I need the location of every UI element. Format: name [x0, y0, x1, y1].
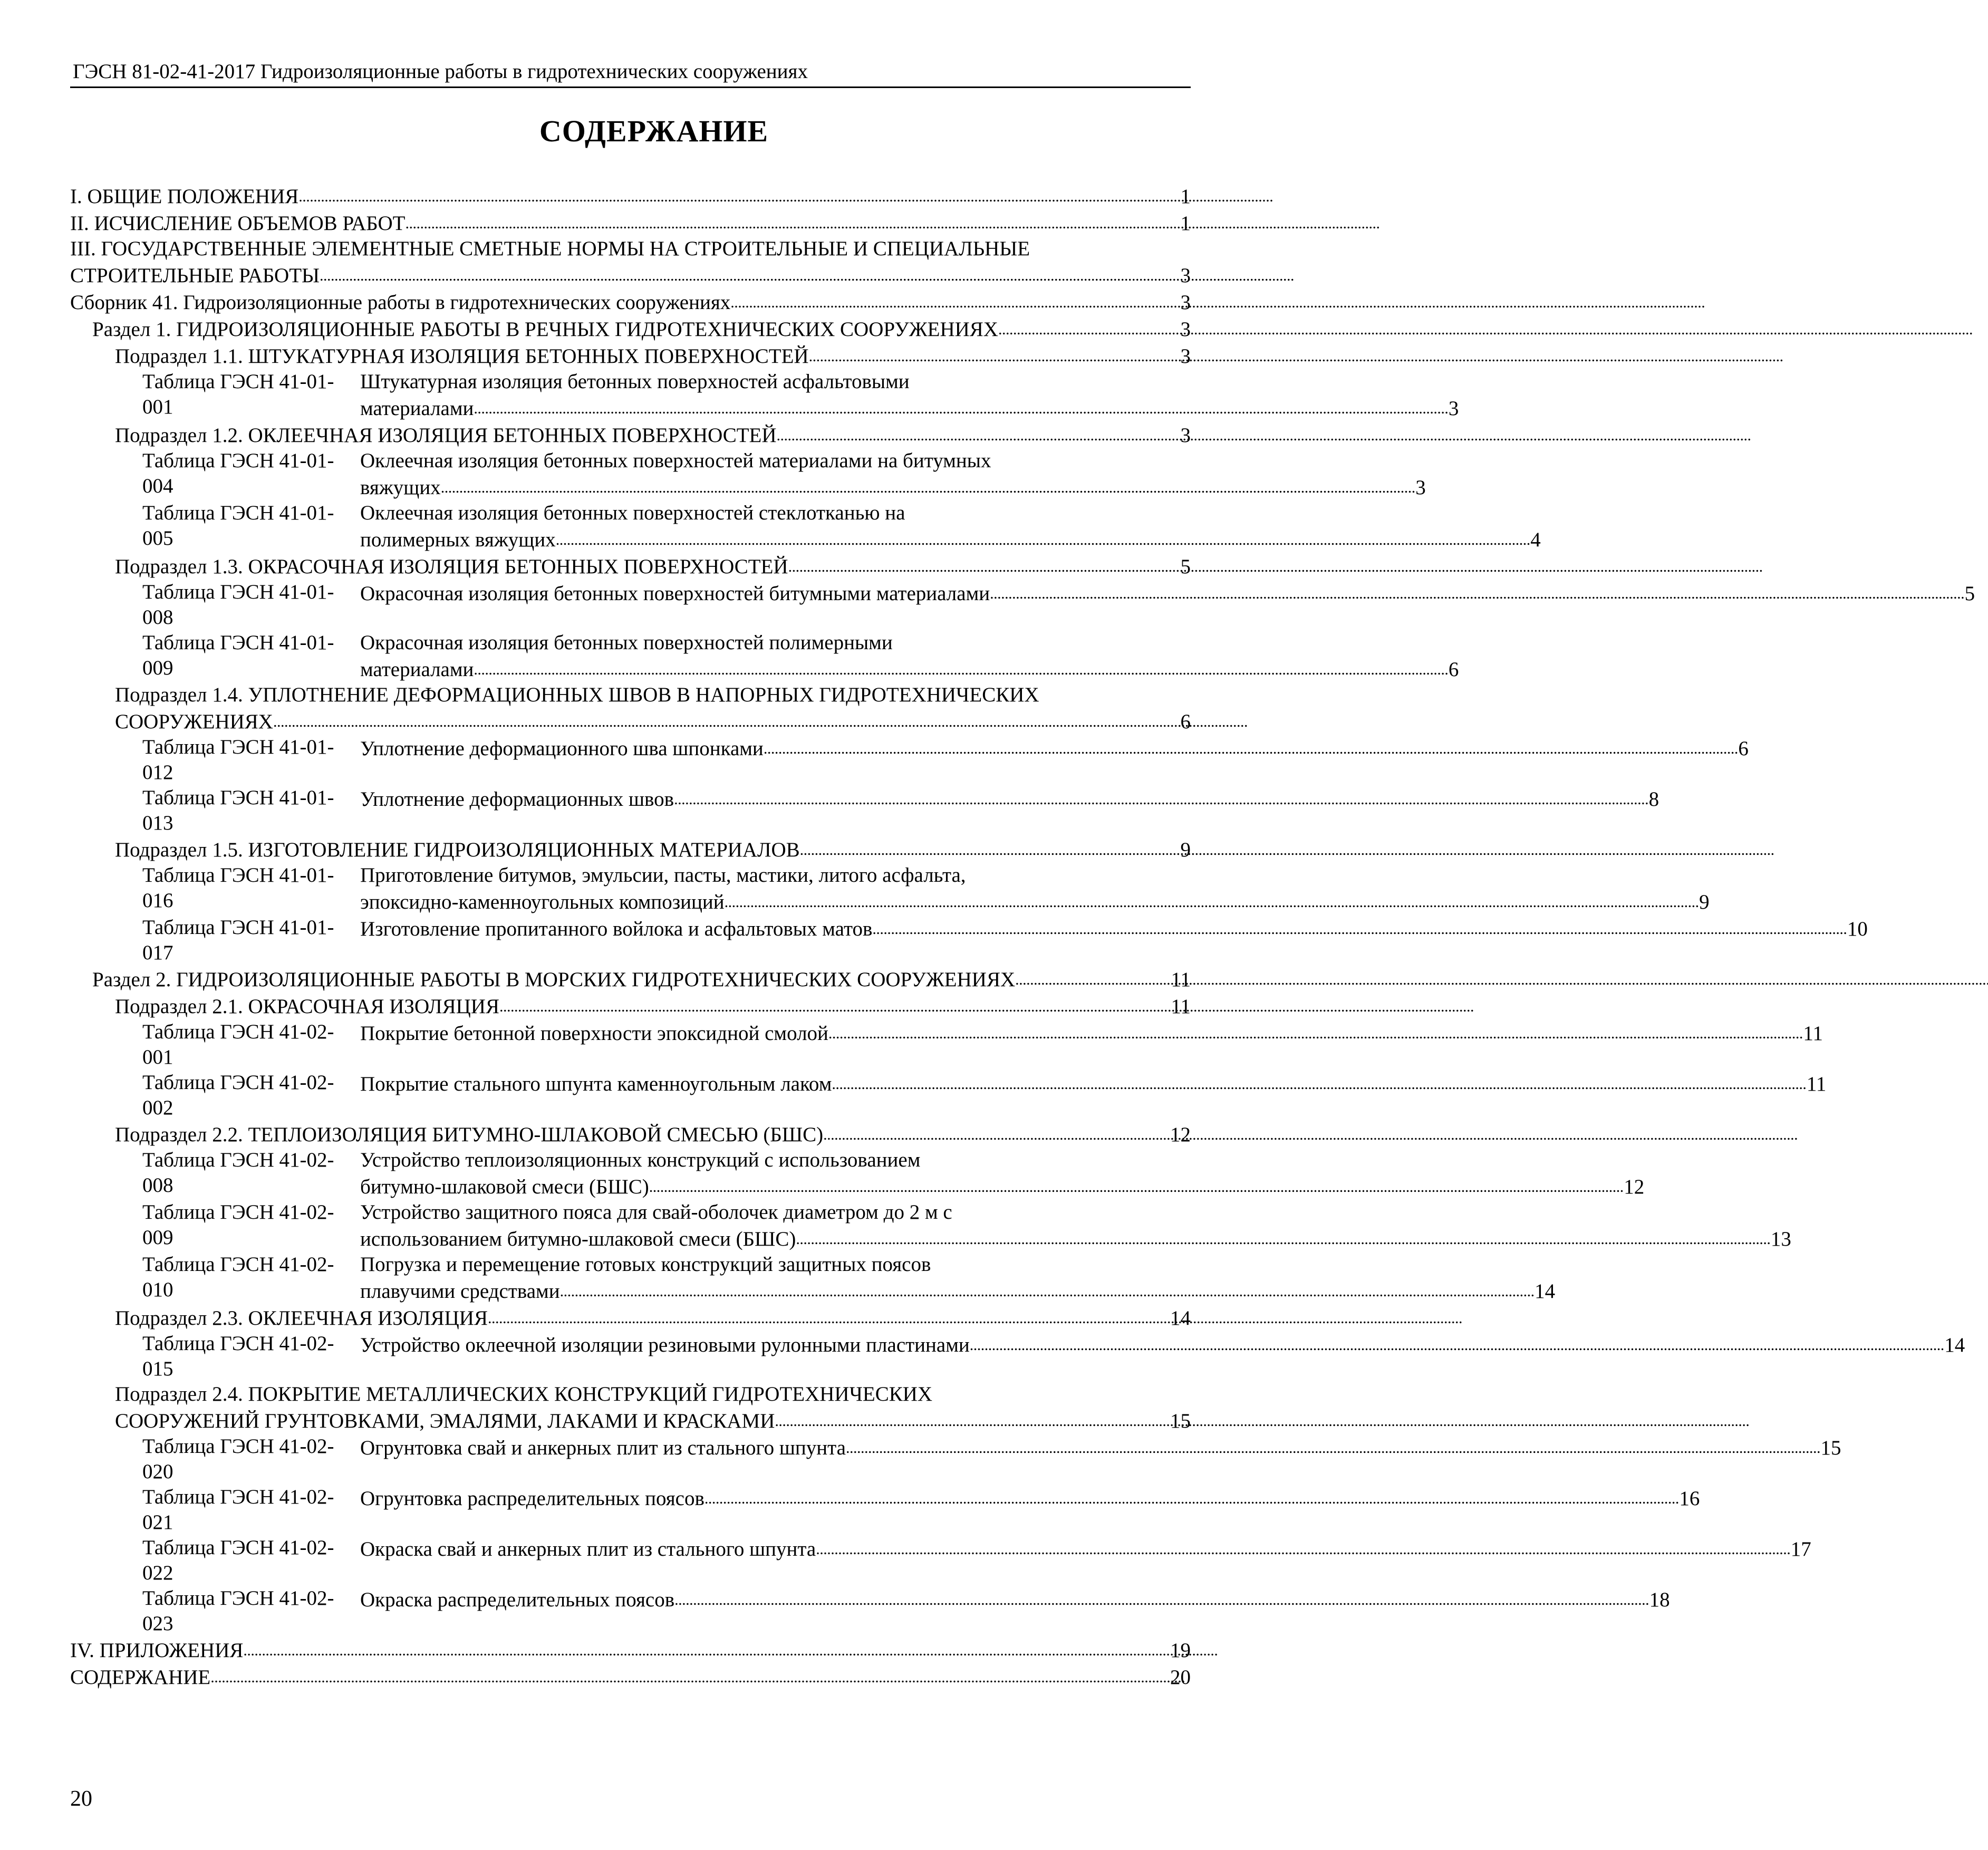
table-code: Таблица ГЭСН 41-01-016 [142, 864, 334, 912]
toc-entry-text: Раздел 1. ГИДРОИЗОЛЯЦИОННЫЕ РАБОТЫ В РЕЧНЫХ ГИДРОТЕХНИЧЕСКИХ СООРУЖЕНИЯХ [92, 318, 998, 341]
table-code: Таблица ГЭСН 41-01-004 [142, 449, 334, 497]
toc-entry-text: СООРУЖЕНИЙ ГРУНТОВКАМИ, ЭМАЛЯМИ, ЛАКАМИ И КРАСКАМИ [115, 1410, 775, 1432]
toc-entry-podrazdel-1-4-line1[interactable] [70, 682, 1191, 708]
toc-page-number: 5 [1180, 555, 1191, 578]
toc-entry-text: II. ИСЧИСЛЕНИЕ ОБЪЕМОВ РАБОТ [70, 212, 406, 235]
table-code: Таблица ГЭСН 41-02-015 [142, 1332, 334, 1380]
toc-page-number: 13 [1770, 1228, 1791, 1250]
toc-page-number: 3 [1448, 397, 1459, 420]
toc-entry-text: Подраздел 1.3. ОКРАСОЧНАЯ ИЗОЛЯЦИЯ БЕТОННЫХ ПОВЕРХНОСТЕЙ [115, 555, 788, 578]
toc-entry-text: Подраздел 1.4. УПЛОТНЕНИЕ ДЕФОРМАЦИОННЫХ ШВОВ В НАПОРНЫХ ГИДРОТЕХНИЧЕСКИХ [115, 683, 1039, 706]
toc-entry-podrazdel-2-4-line2[interactable] [70, 1407, 1191, 1434]
toc-entry-text: Сборник 41. Гидроизоляционные работы в гидротехнических сооружениях [70, 291, 731, 314]
table-code: Таблица ГЭСН 41-02-022 [142, 1536, 334, 1584]
toc-page-number: 8 [1648, 788, 1659, 811]
toc-page-number: 14 [1535, 1280, 1556, 1303]
table-title-line: Огрунтовка свай и анкерных плит из стального шпунта [360, 1437, 846, 1459]
table-title-line: материалами [360, 658, 474, 681]
table-title-line: Оклеечная изоляция бетонных поверхностей материалами на битумных [360, 449, 991, 472]
table-title-line: Окраска свай и анкерных плит из стального шпунта [360, 1538, 816, 1560]
toc-page-number: 6 [1738, 737, 1749, 760]
toc-page-number: 12 [1170, 1123, 1191, 1146]
toc-entry-text: Подраздел 1.5. ИЗГОТОВЛЕНИЕ ГИДРОИЗОЛЯЦИОННЫХ МАТЕРИАЛОВ [115, 839, 800, 861]
table-title-line: Покрытие бетонной поверхности эпоксидной смолой [360, 1022, 828, 1045]
toc-entry-podrazdel-2-3[interactable] [70, 1304, 1191, 1331]
toc-entry-table-41-02-020[interactable] [70, 1434, 1841, 1485]
page-title: СОДЕРЖАНИЕ [539, 114, 769, 148]
toc-entry-table-41-01-016[interactable] [70, 863, 1710, 915]
toc-entry-text: Подраздел 2.2. ТЕПЛОИЗОЛЯЦИЯ БИТУМНО-ШЛАКОВОЙ СМЕСЬЮ (БШС) [115, 1123, 824, 1146]
toc-page-number: 11 [1171, 968, 1191, 991]
toc-entry-podrazdel-1-3[interactable] [70, 553, 1191, 580]
toc-page-number: 3 [1180, 318, 1191, 341]
table-title-line: Окраска распределительных поясов [360, 1588, 675, 1611]
toc-page-number: 1 [1180, 212, 1191, 235]
table-code: Таблица ГЭСН 41-02-021 [142, 1486, 334, 1534]
table-title-line: полимерных вяжущих [360, 528, 556, 551]
toc-entry-table-41-02-009[interactable] [70, 1200, 1791, 1252]
toc-entry-podrazdel-1-4-line2[interactable] [70, 708, 1191, 735]
toc-page-number: 19 [1170, 1639, 1191, 1662]
toc-entry-table-41-01-009[interactable] [70, 630, 1459, 682]
toc-page-number: 14 [1944, 1334, 1965, 1356]
toc-entry-section-ii[interactable] [70, 209, 1191, 236]
toc-entry-table-41-02-008[interactable] [70, 1148, 1645, 1200]
toc-page-number: 15 [1170, 1410, 1191, 1432]
toc-page-number: 11 [1803, 1022, 1823, 1045]
table-title-line: Погрузка и перемещение готовых конструкций защитных поясов [360, 1253, 931, 1276]
table-title-line: вяжущих [360, 476, 441, 499]
toc-entry-text: Подраздел 2.4. ПОКРЫТИЕ МЕТАЛЛИЧЕСКИХ КОНСТРУКЦИЙ ГИДРОТЕХНИЧЕСКИХ [115, 1383, 933, 1405]
toc-page-number: 5 [1964, 582, 1975, 605]
table-title-line: битумно-шлаковой смеси (БШС) [360, 1175, 649, 1198]
toc-entry-text: СООРУЖЕНИЯХ [115, 710, 273, 733]
table-title-line: Устройство оклеечной изоляции резиновыми рулонными пластинами [360, 1334, 970, 1356]
table-title-line: Покрытие стального шпунта каменноугольным лаком [360, 1073, 832, 1095]
table-code: Таблица ГЭСН 41-02-001 [142, 1020, 334, 1068]
table-title-line: Приготовление битумов, эмульсии, пасты, мастики, литого асфальта, [360, 864, 966, 887]
toc-entry-text: Подраздел 2.1. ОКРАСОЧНАЯ ИЗОЛЯЦИЯ [115, 995, 499, 1018]
toc-entry-text: СОДЕРЖАНИЕ [70, 1666, 211, 1689]
toc-page-number: 4 [1530, 528, 1541, 551]
toc-page-number: 6 [1180, 710, 1191, 733]
toc-page-number: 17 [1790, 1538, 1811, 1560]
toc-entry-contents[interactable] [70, 1663, 1191, 1690]
toc-page-number: 12 [1624, 1175, 1645, 1198]
table-title-line: Оклеечная изоляция бетонных поверхностей стеклотканью на [360, 502, 905, 524]
table-code: Таблица ГЭСН 41-01-013 [142, 786, 334, 834]
toc-entry-podrazdel-2-4-line1[interactable] [70, 1382, 1191, 1407]
toc-page-number: 3 [1180, 264, 1191, 287]
toc-page-number: 14 [1170, 1307, 1191, 1329]
table-title-line: плавучими средствами [360, 1280, 560, 1303]
table-title-line: Уплотнение деформационного шва шпонками [360, 737, 764, 760]
page-number: 20 [70, 1787, 92, 1811]
toc-entry-table-41-01-008[interactable] [70, 580, 1975, 630]
toc-entry-text: I. ОБЩИЕ ПОЛОЖЕНИЯ [70, 185, 299, 208]
toc-page-number: 3 [1180, 291, 1191, 314]
table-title-line: Устройство защитного пояса для свай-оболочек диаметром до 2 м с [360, 1201, 952, 1223]
table-code: Таблица ГЭСН 41-02-002 [142, 1071, 334, 1119]
toc-page-number: 6 [1448, 658, 1459, 681]
toc-entry-podrazdel-2-1[interactable] [70, 993, 1191, 1019]
toc-entry-table-41-02-010[interactable] [70, 1252, 1556, 1304]
toc-page-number: 1 [1180, 185, 1191, 208]
toc-entry-table-41-01-017[interactable] [70, 915, 1868, 966]
toc-page-number: 3 [1180, 424, 1191, 447]
table-title-line: материалами [360, 397, 474, 420]
toc-entry-podrazdel-1-2[interactable] [70, 421, 1191, 448]
toc-page-number: 16 [1679, 1487, 1700, 1510]
toc-page-number: 3 [1415, 476, 1426, 499]
table-title-line: Уплотнение деформационных швов [360, 788, 674, 811]
table-code: Таблица ГЭСН 41-01-009 [142, 631, 334, 679]
toc-entry-table-41-01-001[interactable] [70, 369, 1459, 421]
toc-entry-podrazdel-1-5[interactable] [70, 836, 1191, 863]
table-title-line: Огрунтовка распределительных поясов [360, 1487, 705, 1510]
toc-entry-text: Подраздел 1.2. ОКЛЕЕЧНАЯ ИЗОЛЯЦИЯ БЕТОННЫХ ПОВЕРХНОСТЕЙ [115, 424, 777, 447]
toc-entry-text: СТРОИТЕЛЬНЫЕ РАБОТЫ [70, 264, 320, 287]
table-title-line: Штукатурная изоляция бетонных поверхностей асфальтовыми [360, 370, 910, 393]
toc-entry-text: Раздел 2. ГИДРОИЗОЛЯЦИОННЫЕ РАБОТЫ В МОРСКИХ ГИДРОТЕХНИЧЕСКИХ СООРУЖЕНИЯХ [92, 968, 1016, 991]
toc-entry-text: Подраздел 1.1. ШТУКАТУРНАЯ ИЗОЛЯЦИЯ БЕТОННЫХ ПОВЕРХНОСТЕЙ [115, 345, 809, 368]
running-header: ГЭСН 81-02-41-2017 Гидроизоляционные работы в гидротехнических сооружениях [73, 60, 808, 83]
toc-entry-podrazdel-1-1[interactable] [70, 342, 1191, 369]
toc-entry-table-41-01-012[interactable] [70, 735, 1749, 785]
table-code: Таблица ГЭСН 41-02-008 [142, 1149, 334, 1197]
table-of-contents [70, 182, 1975, 1690]
toc-entry-table-41-02-001[interactable] [70, 1019, 1823, 1070]
toc-page-number: 15 [1820, 1437, 1841, 1459]
toc-entry-table-41-02-021[interactable] [70, 1485, 1700, 1535]
toc-page-number: 10 [1847, 918, 1868, 940]
toc-entry-sbornik[interactable] [70, 288, 1191, 315]
table-code: Таблица ГЭСН 41-01-012 [142, 736, 334, 784]
toc-entry-table-41-02-002[interactable] [70, 1070, 1827, 1121]
table-code: Таблица ГЭСН 41-02-020 [142, 1435, 334, 1483]
toc-page-number: 11 [1171, 995, 1191, 1018]
toc-entry-table-41-02-023[interactable] [70, 1586, 1670, 1636]
toc-entry-section-i[interactable] [70, 182, 1191, 209]
table-title-line: использованием битумно-шлаковой смеси (БШС) [360, 1228, 796, 1250]
header-rule [70, 86, 1191, 88]
table-code: Таблица ГЭСН 41-01-017 [142, 916, 334, 964]
table-title-line: Устройство теплоизоляционных конструкций с использованием [360, 1149, 921, 1171]
toc-entry-razdel-2[interactable] [70, 966, 1191, 993]
toc-entry-text: IV. ПРИЛОЖЕНИЯ [70, 1639, 244, 1662]
toc-entry-table-41-01-005[interactable] [70, 500, 1541, 553]
toc-page-number: 18 [1649, 1588, 1670, 1611]
toc-entry-section-iv[interactable] [70, 1636, 1191, 1663]
toc-entry-razdel-1[interactable] [70, 315, 1191, 342]
table-code: Таблица ГЭСН 41-01-005 [142, 502, 334, 550]
table-code: Таблица ГЭСН 41-02-023 [142, 1587, 334, 1635]
toc-page-number: 11 [1806, 1073, 1827, 1095]
table-code: Таблица ГЭСН 41-02-009 [142, 1201, 334, 1249]
toc-entry-section-iii-line1[interactable] [70, 236, 1191, 262]
table-code: Таблица ГЭСН 41-01-001 [142, 370, 334, 418]
toc-page-number: 9 [1180, 839, 1191, 861]
table-code: Таблица ГЭСН 41-01-008 [142, 581, 334, 629]
toc-entry-table-41-02-022[interactable] [70, 1535, 1811, 1586]
toc-entry-podrazdel-2-2[interactable] [70, 1121, 1191, 1148]
table-code: Таблица ГЭСН 41-02-010 [142, 1253, 334, 1301]
toc-page-number: 9 [1699, 891, 1710, 913]
table-title-line: Окрасочная изоляция бетонных поверхностей полимерными [360, 631, 893, 654]
toc-entry-section-iii-line2[interactable] [70, 262, 1191, 288]
toc-entry-table-41-02-015[interactable] [70, 1331, 1965, 1382]
toc-page-number: 3 [1180, 345, 1191, 368]
table-title-line: Окрасочная изоляция бетонных поверхностей битумными материалами [360, 582, 990, 605]
toc-entry-text: Подраздел 2.3. ОКЛЕЕЧНАЯ ИЗОЛЯЦИЯ [115, 1307, 488, 1329]
toc-entry-text: III. ГОСУДАРСТВЕННЫЕ ЭЛЕМЕНТНЫЕ СМЕТНЫЕ НОРМЫ НА СТРОИТЕЛЬНЫЕ И СПЕЦИАЛЬНЫЕ [70, 237, 1030, 260]
table-title-line: Изготовление пропитанного войлока и асфальтовых матов [360, 918, 873, 940]
table-title-line: эпоксидно-каменноугольных композиций [360, 891, 725, 913]
toc-entry-table-41-01-004[interactable] [70, 448, 1426, 500]
toc-page-number: 20 [1170, 1666, 1191, 1689]
toc-entry-table-41-01-013[interactable] [70, 785, 1659, 836]
